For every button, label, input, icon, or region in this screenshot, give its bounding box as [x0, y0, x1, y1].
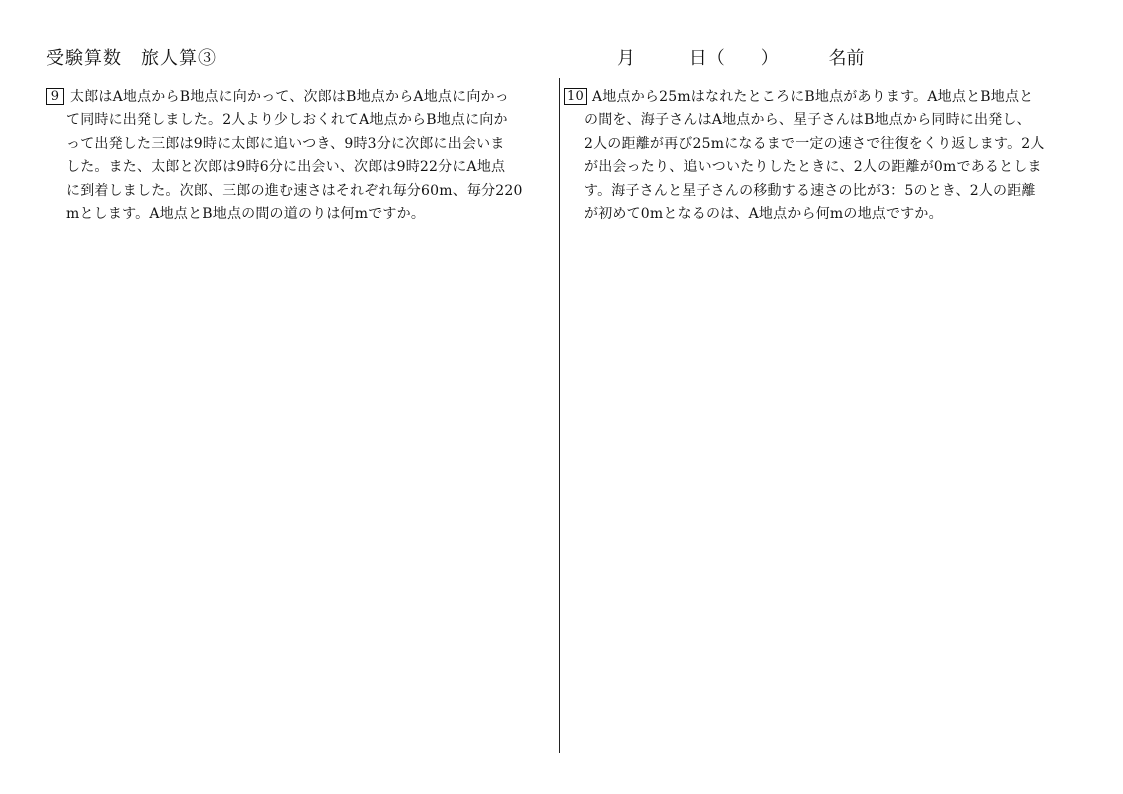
name-label: 名前 — [828, 48, 865, 69]
problem-9 — [46, 86, 552, 226]
day-label: 日（ ） — [688, 48, 779, 69]
worksheet-title: 受験算数 旅人算③ — [46, 48, 217, 69]
problem-text-line: が初めて0mとなるのは、A地点から何mの地点ですか。 — [584, 206, 943, 223]
date-name-header — [617, 44, 864, 70]
column-divider — [559, 78, 560, 753]
problem-text-line: 2人の距離が再び25mになるまで一定の速さで往復をくり返します。2人 — [584, 135, 1045, 152]
problem-text-line: mとします。A地点とB地点の間の道のりは何mですか。 — [66, 206, 426, 223]
month-label: 月 — [617, 48, 635, 69]
problem-number-box: 9 — [46, 88, 64, 105]
problem-text-line: が出会ったり、追いついたりしたときに、2人の距離が0mであるとしま — [584, 159, 1042, 176]
problem-10 — [564, 86, 1076, 226]
problem-text-line: 太郎はA地点からB地点に向かって、次郎はB地点からA地点に向かっ — [70, 89, 509, 105]
problem-text-line: て同時に出発しました。2人より少しおくれてA地点からB地点に向か — [66, 112, 508, 129]
problem-text-line: A地点から25mはなれたところにB地点があります。A地点とB地点と — [592, 89, 1034, 105]
problem-text-line: って出発した三郎は9時に太郎に追いつき、9時3分に次郎に出会いま — [66, 135, 505, 152]
problem-text-line: の間を、海子さんはA地点から、星子さんはB地点から同時に出発し、 — [584, 112, 1031, 129]
problem-text-line: した。また、太郎と次郎は9時6分に出会い、次郎は9時22分にA地点 — [66, 159, 506, 176]
problem-number-box: 10 — [564, 88, 587, 105]
problem-text-line: に到着しました。次郎、三郎の進む速さはそれぞれ毎分60m、毎分220 — [66, 182, 523, 199]
problem-text-line: す。海子さんと星子さんの移動する速さの比が3：5のとき、2人の距離 — [584, 182, 1036, 199]
